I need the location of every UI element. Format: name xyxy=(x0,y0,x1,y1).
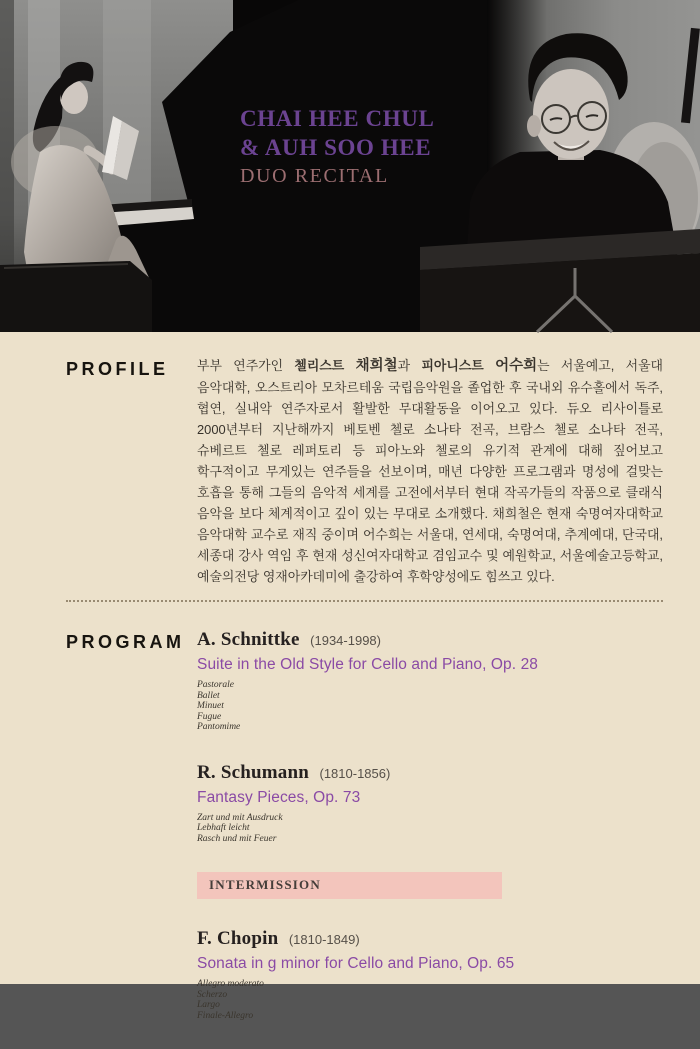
hero-photo xyxy=(0,0,700,332)
program-item-schnittke xyxy=(197,628,663,733)
profile-text-segment: 부부 연주가인 xyxy=(197,358,295,373)
performer-name-line1: CHAI HEE CHUL xyxy=(240,106,435,131)
piano-bench xyxy=(0,261,152,332)
profile-text-segment: 피아니스트 xyxy=(421,358,496,373)
movement: Largo xyxy=(197,1000,220,1010)
program-item-schumann xyxy=(197,761,663,845)
movement-list xyxy=(197,813,663,845)
movement: Scherzo xyxy=(197,989,228,1000)
composer-name: F. Chopin xyxy=(197,928,279,949)
composer-years: (1810-1849) xyxy=(288,932,360,947)
profile-text-segment: 어수희 xyxy=(495,358,538,374)
composer-years: (1810-1856) xyxy=(319,765,391,781)
profile-text-segment: 채희철 xyxy=(355,358,398,374)
profile-paragraph xyxy=(197,355,663,587)
movement: Rasch und mit Feuer xyxy=(197,833,277,844)
movement: Pantomime xyxy=(197,722,241,732)
performer-name-line2: & AUH SOO HEE xyxy=(240,135,432,160)
movement-list xyxy=(197,979,663,1021)
content-area xyxy=(0,332,700,1049)
profile-text-segment: 는 서울예고, 서울대 음악대학, 오스트리아 모차르테움 국립음악원을 졸업한 후 국내외 유수홀에서 독주, 협연, 실내악 연주자로서 활발한 무대활동을 이어오고 있다. 듀오 리사이틀로 2000년부터 지난해까지 베토벤 첼로 소나타 전곡, 브람스 첼로 소나타 전곡, 슈베르트 첼로 레퍼토리 등 피아노와 첼로의 유기적 관계에 대해 짚어보고 학구적이고 무게있는 연주들을 선보이며, 매년 다양한 프로그램과 명성에 걸맞는 호흡을 통해 그들의 음악적 세계를 고전에서부터 현대 작곡가들의 작품으로 클래식 음악을 보다 체계적이고 깊이 있는 무대로 소개했다. 채희철은 현재 숙명여자대학교 음악대학 교수로 재직 중이며 어수희는 서울대, 연세대, 숙명여대, 추계예대, 단국대, 세종대 강사 역임 후 현재 성신여자대학교 겸임교수 및 예원학교, 서울예술고등학교, 예술의전당 영재아카데미에 출강하여 후학양성에도 힘쓰고 있다. xyxy=(197,358,663,584)
hero-title-block xyxy=(240,104,434,188)
program-section xyxy=(66,628,663,1049)
movement: Lebhaft leicht xyxy=(197,823,250,833)
profile-heading: PROFILE xyxy=(66,359,169,379)
piece-title: Sonata in g minor for Cello and Piano, Op. 65 xyxy=(197,955,515,972)
movement: Ballet xyxy=(197,690,220,701)
program-item-chopin xyxy=(197,927,663,1021)
program-heading: PROGRAM xyxy=(66,632,185,652)
profile-text-segment: 첼리스트 xyxy=(294,358,356,373)
movement: Zart und mit Ausdruck xyxy=(197,812,283,823)
dotted-divider xyxy=(66,600,663,602)
movement: Pastorale xyxy=(197,680,234,690)
piece-title: Fantasy Pieces, Op. 73 xyxy=(197,788,361,806)
profile-section xyxy=(66,355,663,587)
recital-subtitle: DUO RECITAL xyxy=(240,165,389,187)
intermission-banner xyxy=(197,872,502,899)
intermission-label: INTERMISSION xyxy=(209,877,321,892)
composer-years: (1934-1998) xyxy=(310,633,381,648)
movement: Finale-Allegro xyxy=(197,1010,254,1021)
movement: Minuet xyxy=(197,701,224,711)
movement: Allegro moderato xyxy=(197,979,264,989)
piece-title: Suite in the Old Style for Cello and Piano, Op. 28 xyxy=(197,656,539,673)
movement: Fugue xyxy=(197,711,222,722)
profile-text-segment: 과 xyxy=(397,358,422,373)
composer-name: R. Schumann xyxy=(197,761,310,783)
movement-list xyxy=(197,680,663,733)
music-stand-silhouette xyxy=(420,229,700,332)
composer-name: A. Schnittke xyxy=(197,629,300,650)
